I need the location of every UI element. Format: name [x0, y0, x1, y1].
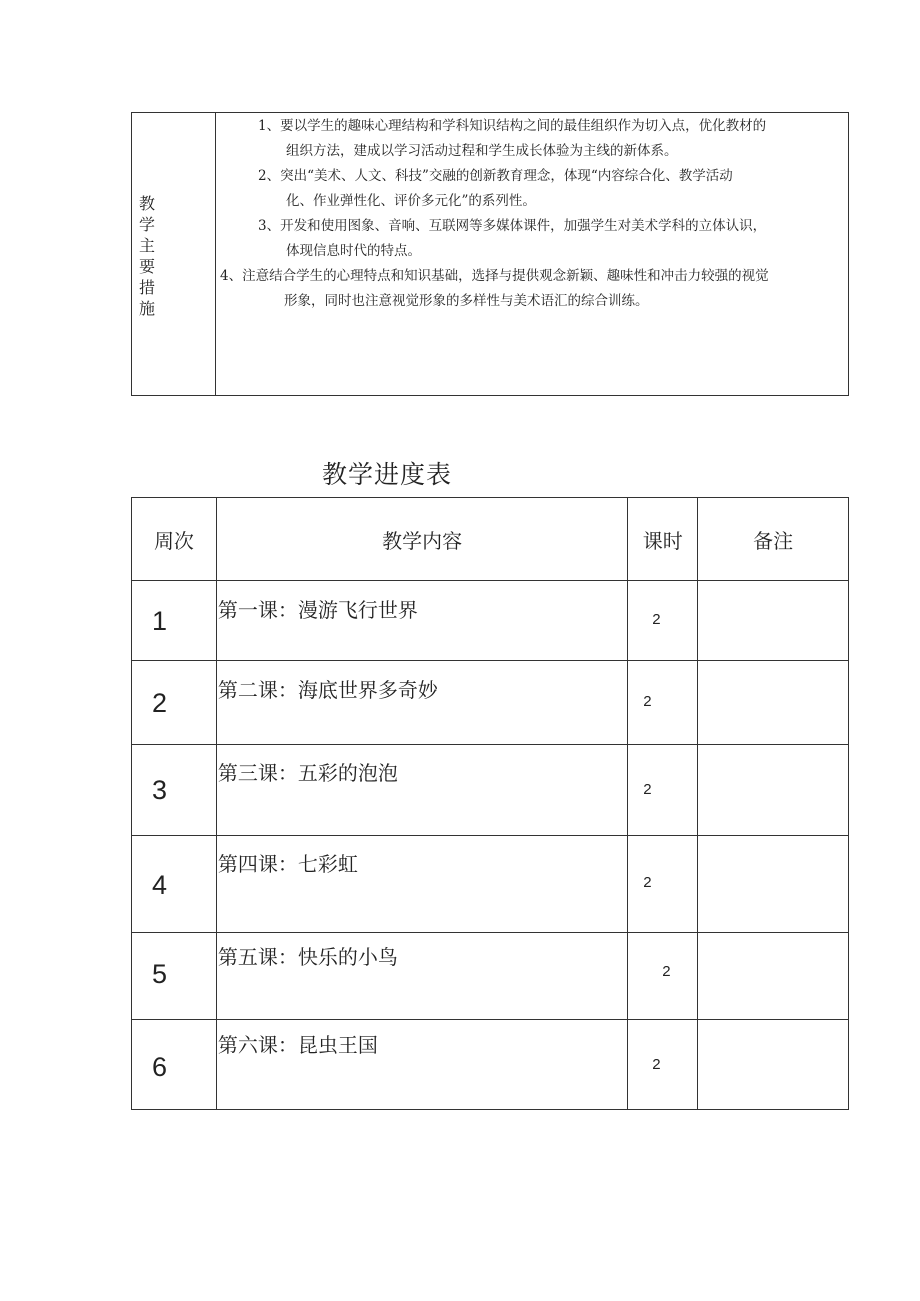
measure-item-1-line2: 组织方法，建成以学习活动过程和学生成长体验为主线的新体系。: [286, 143, 678, 159]
week-number: 4: [152, 870, 168, 900]
measure-item-2-line2: 化、作业弹性化、评价多元化”的系列性。: [286, 193, 536, 209]
header-hours: 课时: [628, 498, 698, 581]
week-cell: [132, 745, 217, 836]
hours-cell: [628, 581, 698, 661]
lesson-title: 第五课：快乐的小鸟: [217, 945, 398, 969]
lesson-hours: 2: [652, 611, 661, 628]
lesson-title: 第四课：七彩虹: [217, 852, 358, 876]
notes-cell: [698, 933, 849, 1020]
content-cell: [216, 661, 627, 745]
lesson-hours: 2: [643, 781, 652, 798]
lesson-title: 第六课：昆虫王国: [217, 1033, 378, 1057]
lesson-title: 第三课：五彩的泡泡: [217, 761, 398, 785]
content-cell: [216, 836, 627, 933]
notes-cell: [698, 1020, 849, 1110]
measure-item-3-line1: 3、开发和使用图象、音响、互联网等多媒体课件，加强学生对美术学科的立体认识，: [258, 218, 767, 234]
lesson-title: 第一课：漫游飞行世界: [217, 598, 418, 622]
table-row: [132, 745, 849, 836]
week-cell: [132, 661, 217, 745]
measure-item-1-line1: 1、要以学生的趣味心理结构和学科知识结构之间的最佳组织作为切入点，优化教材的: [258, 118, 767, 134]
lesson-title: 第二课：海底世界多奇妙: [217, 678, 438, 702]
notes-cell: [698, 745, 849, 836]
week-cell: [132, 836, 217, 933]
table-row: [132, 661, 849, 745]
header-week: 周次: [132, 498, 217, 581]
header-notes: 备注: [698, 498, 849, 581]
notes-cell: [698, 581, 849, 661]
content-cell: [216, 581, 627, 661]
week-number: 2: [152, 688, 168, 718]
measure-item-2-line1: 2、突出“美术、人文、科技”交融的创新教育理念，体现“内容综合化、教学活动: [258, 168, 733, 184]
measure-item-4-line1: 4、注意结合学生的心理特点和知识基础，选择与提供观念新颖、趣味性和冲击力较强的视觉: [220, 268, 769, 284]
table-header-row: [132, 498, 849, 581]
schedule-table: [131, 497, 849, 1110]
header-content: 教学内容: [216, 498, 627, 581]
measures-content: [218, 113, 848, 395]
content-cell: [216, 745, 627, 836]
table-row: [132, 581, 849, 661]
week-cell: [132, 933, 217, 1020]
table-row: [132, 1020, 849, 1110]
week-number: 1: [152, 606, 168, 636]
measures-label-cell: [132, 113, 216, 395]
hours-cell: [628, 745, 698, 836]
hours-cell: [628, 836, 698, 933]
hours-cell: [628, 1020, 698, 1110]
lesson-hours: 2: [643, 874, 652, 891]
lesson-hours: 2: [662, 963, 671, 980]
measures-label: 教学主要措施: [139, 194, 156, 318]
table-row: [132, 933, 849, 1020]
measure-item-3-line2: 体现信息时代的特点。: [286, 243, 421, 259]
schedule-title: 教学进度表: [322, 460, 453, 489]
hours-cell: [628, 933, 698, 1020]
week-number: 6: [152, 1052, 168, 1082]
table-row: [132, 836, 849, 933]
week-number: 5: [152, 959, 168, 989]
week-cell: [132, 581, 217, 661]
content-cell: [216, 933, 627, 1020]
lesson-hours: 2: [652, 1056, 661, 1073]
week-number: 3: [152, 775, 168, 805]
week-cell: [132, 1020, 217, 1110]
hours-cell: [628, 661, 698, 745]
content-cell: [216, 1020, 627, 1110]
notes-cell: [698, 661, 849, 745]
teaching-measures-box: [131, 112, 849, 396]
lesson-hours: 2: [643, 693, 652, 710]
notes-cell: [698, 836, 849, 933]
measure-item-4-line2: 形象，同时也注意视觉形象的多样性与美术语汇的综合训练。: [284, 293, 649, 309]
